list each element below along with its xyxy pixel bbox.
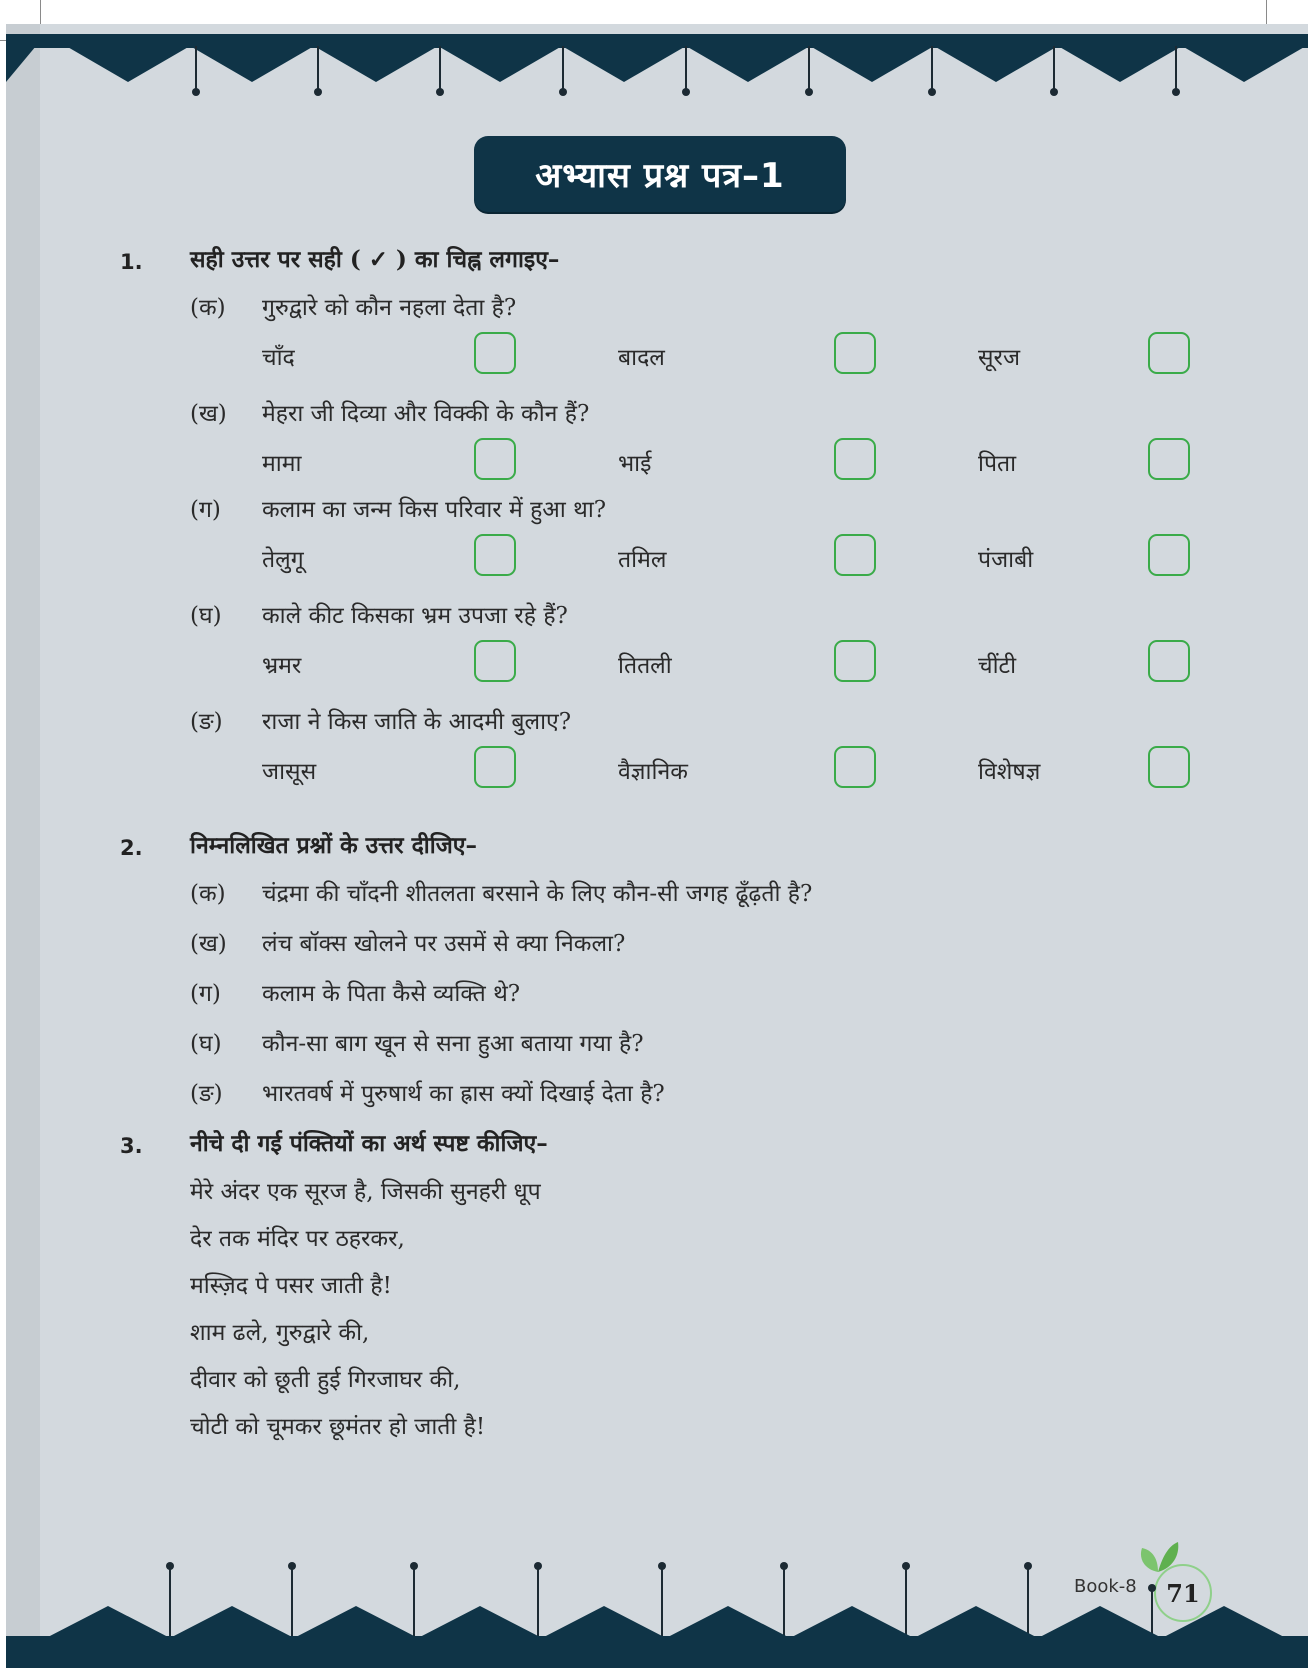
- answer-checkbox[interactable]: [474, 332, 516, 374]
- answer-checkbox[interactable]: [474, 438, 516, 480]
- option-label: तेलुगू: [262, 547, 304, 573]
- option-label: चाँद: [262, 345, 295, 371]
- answer-checkbox[interactable]: [834, 332, 876, 374]
- answer-checkbox[interactable]: [474, 534, 516, 576]
- q2-item-label: (क): [190, 881, 226, 907]
- q2-heading: निम्नलिखित प्रश्नों के उत्तर दीजिए–: [190, 832, 477, 859]
- q1-item-question: गुरुद्वारे को कौन नहला देता है?: [262, 295, 517, 321]
- q1-number: 1.: [120, 250, 143, 274]
- answer-checkbox[interactable]: [474, 640, 516, 682]
- option-label: पंजाबी: [978, 547, 1034, 573]
- q2-item-label: (ख): [190, 931, 227, 957]
- option-label: वैज्ञानिक: [618, 759, 688, 785]
- q1-item-question: राजा ने किस जाति के आदमी बुलाए?: [262, 709, 572, 735]
- option-label: भ्रमर: [262, 653, 302, 679]
- title-banner: [474, 136, 846, 212]
- answer-checkbox[interactable]: [1148, 438, 1190, 480]
- answer-checkbox[interactable]: [1148, 640, 1190, 682]
- option-label: विशेषज्ञ: [978, 759, 1041, 785]
- option-label: भाई: [618, 451, 652, 477]
- q1-item-question: काले कीट किसका भ्रम उपजा रहे हैं?: [262, 603, 568, 629]
- poem-line: शाम ढले, गुरुद्वारे की,: [190, 1320, 370, 1346]
- answer-checkbox[interactable]: [834, 640, 876, 682]
- q2-item: [190, 876, 812, 908]
- option-label: चींटी: [978, 653, 1017, 679]
- q2-number: 2.: [120, 836, 143, 860]
- q3-number: 3.: [120, 1134, 143, 1158]
- poem-line: दीवार को छूती हुई गिरजाघर की,: [190, 1367, 461, 1393]
- q2-item-question: भारतवर्ष में पुरुषार्थ का ह्रास क्यों दिखाई देता है?: [262, 1081, 665, 1107]
- bottom-bunting-decoration: [6, 1558, 1308, 1668]
- answer-checkbox[interactable]: [474, 746, 516, 788]
- answer-checkbox[interactable]: [1148, 534, 1190, 576]
- top-bunting-decoration: [6, 34, 1308, 114]
- q1-heading: सही उत्तर पर सही ( ✓ ) का चिह्न लगाइए–: [190, 246, 560, 273]
- answer-checkbox[interactable]: [834, 746, 876, 788]
- option-label: तितली: [618, 653, 672, 679]
- q2-item-label: (ङ): [190, 1081, 223, 1107]
- option-label: पिता: [978, 451, 1017, 477]
- answer-checkbox[interactable]: [834, 534, 876, 576]
- option-label: बादल: [618, 345, 665, 371]
- q2-item-question: लंच बॉक्स खोलने पर उसमें से क्या निकला?: [262, 931, 626, 957]
- page-title: अभ्यास प्रश्न पत्र–1: [535, 156, 785, 196]
- q1-item-label: (ख): [190, 401, 227, 427]
- q2-item-label: (ग): [190, 981, 221, 1007]
- answer-checkbox[interactable]: [1148, 332, 1190, 374]
- q2-item: [190, 1076, 665, 1108]
- option-label: जासूस: [262, 759, 317, 785]
- q2-item-question: कौन-सा बाग खून से सना हुआ बताया गया है?: [262, 1031, 644, 1057]
- q3-heading: नीचे दी गई पंक्तियों का अर्थ स्पष्ट कीजिए–: [190, 1130, 548, 1157]
- q1-item-question: मेहरा जी दिव्या और विक्की के कौन हैं?: [262, 401, 590, 427]
- option-label: सूरज: [978, 345, 1021, 371]
- option-label: तमिल: [618, 547, 667, 573]
- poem-line: मेरे अंदर एक सूरज है, जिसकी सुनहरी धूप: [190, 1179, 541, 1205]
- poem-line: मस्ज़िद पे पसर जाती है!: [190, 1273, 392, 1299]
- q2-item: [190, 1026, 644, 1058]
- answer-checkbox[interactable]: [834, 438, 876, 480]
- answer-checkbox[interactable]: [1148, 746, 1190, 788]
- page-number: 71: [1154, 1564, 1212, 1622]
- book-label: Book-8: [1074, 1576, 1137, 1597]
- q2-item: [190, 926, 625, 958]
- q2-item-question: चंद्रमा की चाँदनी शीतलता बरसाने के लिए कौन-सी जगह ढूँढ़ती है?: [262, 881, 813, 907]
- q2-item-question: कलाम के पिता कैसे व्यक्ति थे?: [262, 981, 521, 1007]
- option-label: मामा: [262, 451, 302, 477]
- q2-item-label: (घ): [190, 1031, 222, 1057]
- poem-line: देर तक मंदिर पर ठहरकर,: [190, 1226, 405, 1252]
- q2-item: [190, 976, 520, 1008]
- q1-item-question: कलाम का जन्म किस परिवार में हुआ था?: [262, 497, 607, 523]
- worksheet-page: [6, 24, 1308, 1668]
- q1-item-label: (क): [190, 295, 226, 321]
- q1-item-label: (घ): [190, 603, 222, 629]
- poem-line: चोटी को चूमकर छूमंतर हो जाती है!: [190, 1414, 486, 1440]
- page-edge-strip: [6, 24, 40, 1668]
- q1-item-label: (ङ): [190, 709, 223, 735]
- q1-item-label: (ग): [190, 497, 221, 523]
